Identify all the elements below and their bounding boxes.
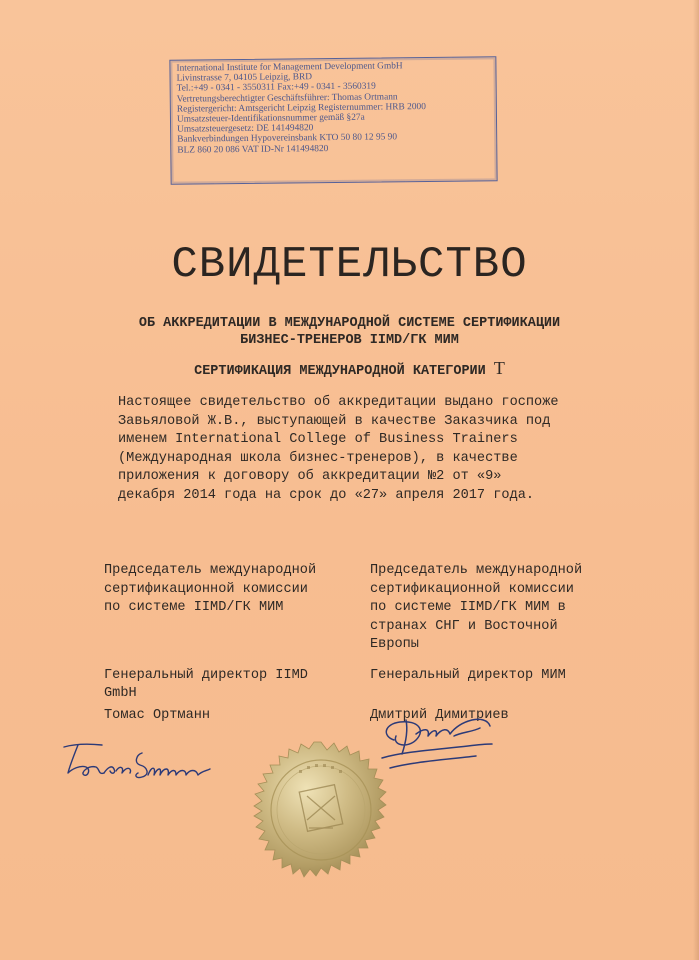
- left-role-line-1: Председатель международной: [104, 563, 317, 578]
- right-role-line-2: сертификационной комиссии: [370, 581, 574, 597]
- body-line-6: декабря 2014 года на срок до «27» апреля 2017 года.: [118, 487, 535, 503]
- subtitle-line-1: ОБ АККРЕДИТАЦИИ В МЕЖДУНАРОДНОЙ СИСТЕМЕ СЕРТИФИКАЦИИ: [138, 316, 561, 331]
- right-signatory: [370, 562, 630, 726]
- stamp-line-3: Tel.:+49 - 0341 - 3550311 Fax:+49 - 0341 - 3560319: [176, 81, 376, 95]
- body-line-3: именем International College of Business Trainers: [118, 432, 518, 448]
- left-position-line-2: GmbH: [104, 686, 137, 702]
- left-role-line-2: сертификационной комиссии: [104, 581, 308, 597]
- certificate-body: [118, 394, 628, 506]
- left-role-line-3: по системе IIMD/ГК МИМ: [104, 600, 284, 616]
- right-role-line-4: странах СНГ и Восточной: [370, 618, 558, 634]
- body-line-4: (Международная школа бизнес-тренеров), в качестве: [118, 450, 518, 466]
- right-position-line-1: Генеральный директор МИМ: [370, 667, 566, 683]
- company-stamp: [169, 56, 497, 184]
- right-role-line-1: Председатель международной: [370, 563, 583, 578]
- right-role-line-3: по системе IIMD/ГК МИМ в: [370, 600, 566, 616]
- stamp-line-6: Umsatzsteuer-Identifikationsnummer gemäß §27a: [176, 112, 365, 125]
- category-letter: T: [493, 358, 505, 378]
- stamp-line-5: Registergericht: Amtsgericht Leipzig Registernummer: HRB 2000: [176, 101, 426, 115]
- body-line-1: Настоящее свидетельство об аккредитации выдано госпоже: [118, 395, 559, 410]
- right-role-line-5: Европы: [370, 637, 419, 653]
- category-line: [0, 358, 699, 379]
- body-line-5: приложения к договору об аккредитации №2 от «9»: [118, 469, 502, 485]
- left-handwritten-signature: [58, 735, 218, 785]
- stamp-line-2: Livinstrasse 7, 04105 Leipzig, BRD: [176, 72, 313, 84]
- right-signatory-name: Дмитрий Димитриев: [370, 708, 509, 724]
- stamp-line-8: Bankverbindungen Hypovereinsbank KTO 50 80 12 95 90: [177, 132, 398, 146]
- stamp-line-7: Umsatzsteuergesetz: DE 141494820: [177, 123, 314, 135]
- left-position-line-1: Генеральный директор IIMD: [104, 667, 308, 683]
- subtitle-line-2: БИЗНЕС-ТРЕНЕРОВ IIMD/ГК МИМ: [240, 333, 459, 348]
- certificate-title: СВИДЕТЕЛЬСТВО: [171, 240, 528, 290]
- stamp-line-9: BLZ 860 20 086 VAT ID-Nr 141494820: [177, 143, 329, 156]
- stamp-line-4: Vertretungsberechtigter Geschäftsführer: Thomas Ortmann: [176, 91, 398, 105]
- left-signatory: [104, 562, 364, 726]
- stamp-line-1: International Institute for Management Development GmbH: [176, 61, 403, 74]
- left-signatory-name: Томас Ортманн: [104, 707, 211, 723]
- gold-foil-seal: [237, 726, 405, 894]
- page-edge-shadow: [693, 0, 699, 960]
- category-text: СЕРТИФИКАЦИЯ МЕЖДУНАРОДНОЙ КАТЕГОРИИ: [194, 364, 486, 379]
- body-line-2: Завьяловой Ж.В., выступающей в качестве Заказчика под: [118, 413, 551, 429]
